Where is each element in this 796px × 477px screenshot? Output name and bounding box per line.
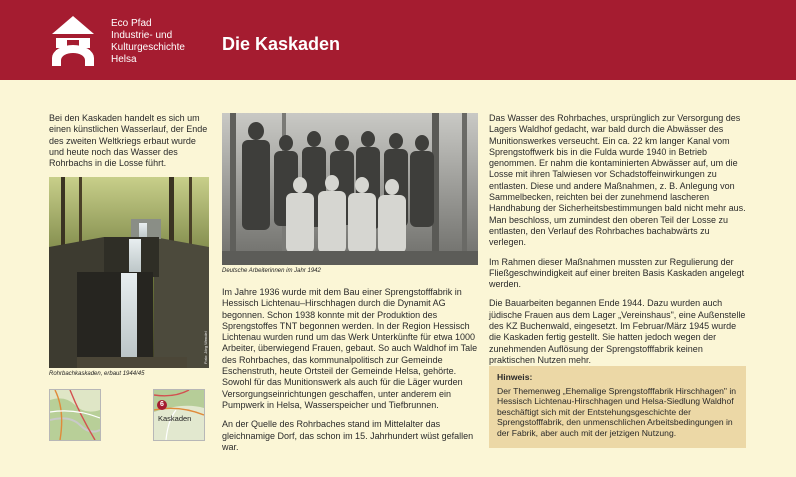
- paragraph: Die Bauarbeiten begannen Ende 1944. Dazu wurden auch jüdische Frauen aus dem Lager „Vereinshaus", eine Außenstelle des KZ Buchenwald, eingesetzt. Im Februar/März 1945 wurde die Kaskaden fertig gestellt. Sie hatten jedoch wegen der zunehmenden Auflösung der Sprengstofffabrik keinen praktischen Nutzen mehr.: [489, 298, 746, 365]
- overview-map: [49, 389, 101, 441]
- paragraph: Im Rahmen dieser Maßnahmen mussten zur Regulierung der Fließgeschwindigkeit auf einer breiten Basis Kaskaden angelegt werden.: [489, 256, 745, 290]
- brand-line: Eco Pfad: [111, 18, 152, 29]
- paragraph: Im Jahre 1936 wurde mit dem Bau einer Sprengstofffabrik in Hessisch Lichtenau–Hirschhagen durch die Dynamit AG begonnen. Schon 1938 konnte mit der Produktion des Sprengstoffes TNT begonnen werden. In der Region Hessisch Lichtenau wurden rund um das Werk Unterkünfte für etwa 1000 Arbeiter, überwiegend Frauen, gebaut. So auch Waldhof im Tale des Rohrbaches, das kommunalpolitisch zur Gemeinde Eschenstruth, heute Ortsteil der Gemeinde Helsa, gehörte. Sowohl für das Munitionswerk als auch für die Läger wurden Versorgungseinrichtungen geschaffen, unter anderem ein Pumpwerk in Helsa, Wasserspeicher und Tiefbrunnen.: [222, 287, 478, 410]
- brand-line: Industrie- und: [111, 30, 173, 41]
- paragraph: Das Wasser des Rohrbaches, ursprünglich zur Versorgung des Lagers Waldhof gedacht, war bald durch die Abwässer des Munitionswerkes verseucht. Ein ca. 22 km langer Kanal vom Sprengstoffwerk bis in die Fulda wurde 1940 in Betrieb genommen. Er nahm die kontaminierten Abwässer auf, um die Losse mit ihren Talwiesen vor Schadstoffeinwirkungen zu entlasten. Diese und andere Maßnahmen, z. B. Anlegung von Sammelbecken, reichten bei der zunehmend lascheren Handhabung der Sicherheitsbestimmungen bald nicht mehr aus. Man beschloss, um zumindest den oberen Teil der Losse zu entlasten, den Verlauf des Rohrbaches bachabwärts zu verlegen.: [489, 113, 746, 248]
- intro-text: Bei den Kaskaden handelt es sich um einen künstlichen Wasserlauf, der Ende des zweiten Weltkriegs erbaut wurde und heute noch das Wasser des Rohrbachs in die Losse führt.: [49, 113, 208, 169]
- map-label-kaskaden: Kaskaden: [158, 414, 192, 423]
- workers-photo: [222, 113, 478, 265]
- hint-title: Hinweis:: [497, 372, 533, 382]
- paragraph: An der Quelle des Rohrbaches stand im Mittelalter das gleichnamige Dorf, das schon im 15. Jahrhundert wüst gefallen war.: [222, 419, 474, 452]
- cascade-photo-caption: Rohrbachkaskaden, erbaut 1944/45: [49, 371, 145, 377]
- hint-box: [489, 366, 746, 448]
- workers-photo-caption: Deutsche Arbeiterinnen im Jahr 1942: [222, 268, 321, 274]
- brand-line: Kulturgeschichte: [111, 42, 185, 53]
- middle-text: [222, 287, 479, 461]
- eco-pfad-logo-icon: [48, 14, 98, 68]
- brand-text: [111, 18, 185, 66]
- photo-credit: Foto: Jörg Wendel: [203, 331, 208, 364]
- right-text: [489, 113, 748, 374]
- page-title: Die Kaskaden: [222, 34, 341, 54]
- hint-text: Der Themenweg „Ehemalige Sprengstofffabrik Hirschhagen" in Hessisch Lichtenau-Hirschhagen und Helsa-Siedlung Waldhof beschäftigt sich mit der Entstehungsgeschichte der Sprengstofffabrik, den unmenschlichen Arbeitsbedingungen in der Fabrik, aber auch mit der jetzigen Nutzung.: [497, 385, 737, 438]
- cascade-photo: [49, 177, 209, 368]
- detail-map: [153, 389, 205, 441]
- header-bar: [0, 0, 796, 80]
- station-number-badge: 6: [157, 400, 167, 410]
- brand-line: Helsa: [111, 54, 137, 65]
